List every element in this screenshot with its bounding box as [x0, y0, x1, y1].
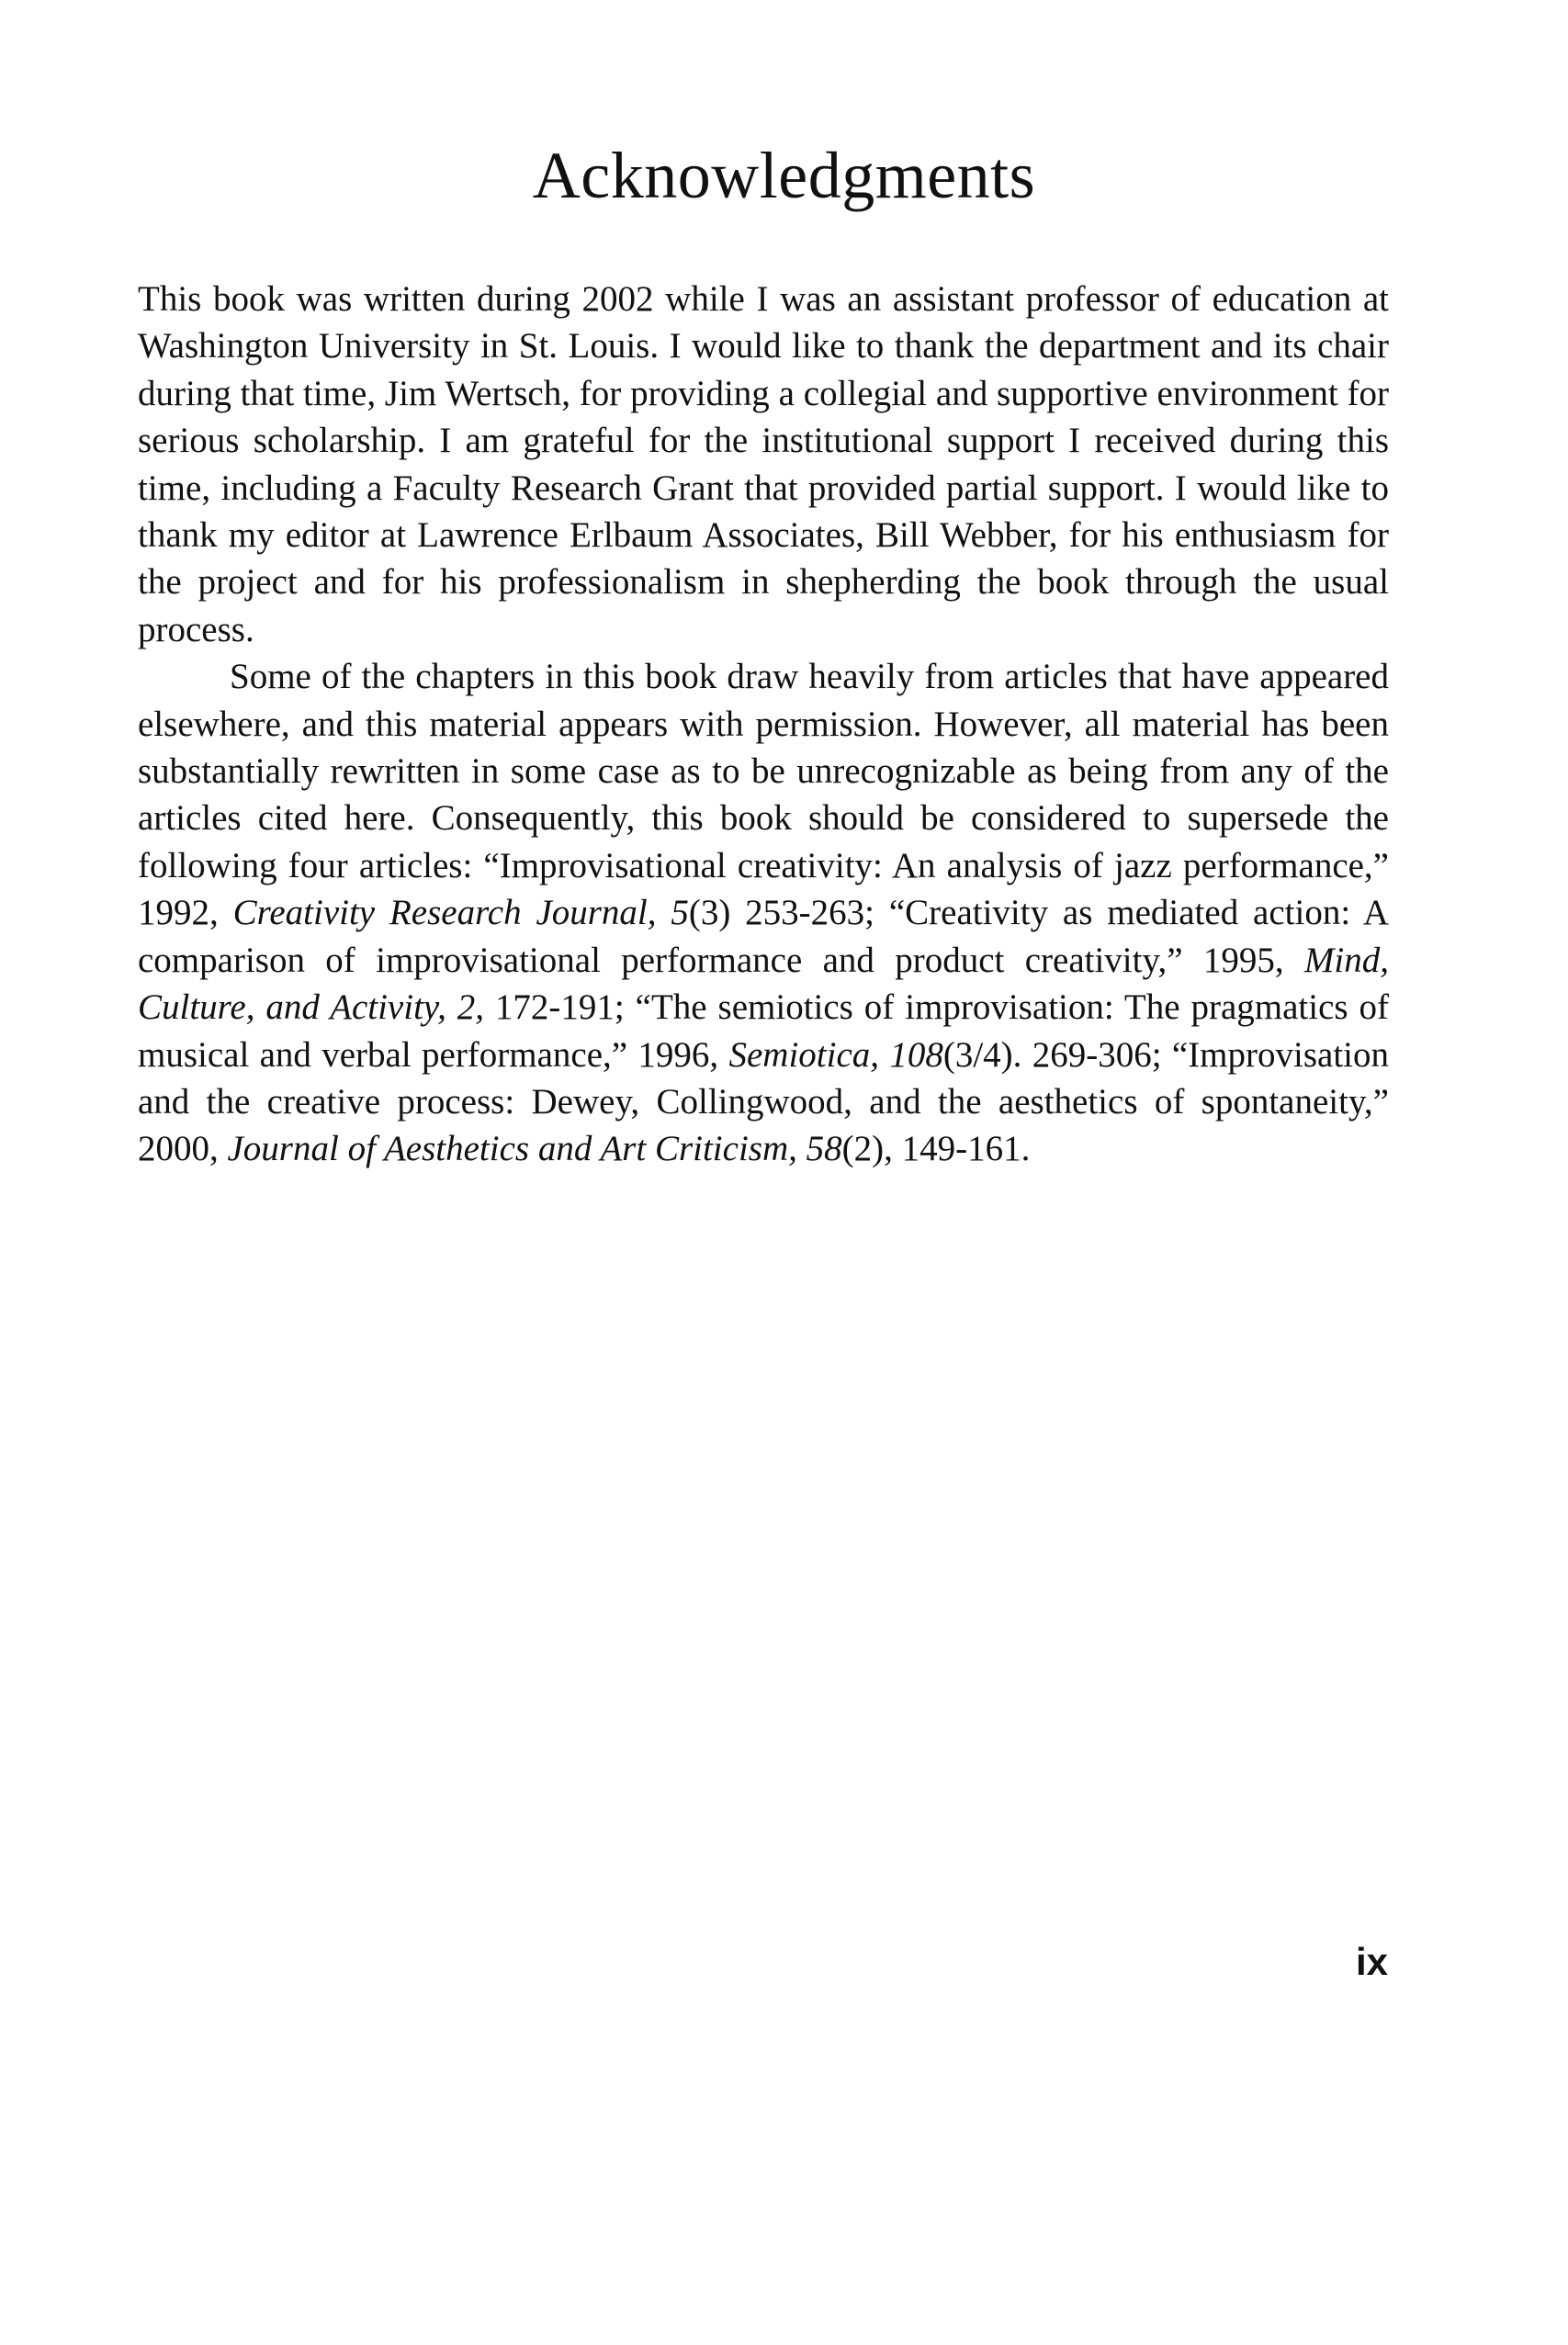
- paragraph-2-text: (2), 149-161.: [841, 1129, 1031, 1169]
- citation-journal-3: Semiotica, 108: [728, 1034, 943, 1075]
- paragraph-2-text: (3/4). 269-306; “Improvisation and the creative process: Dewey, Collingwood, and the aesthetics of spontaneity,” 2000,: [138, 1034, 1389, 1169]
- citation-journal-4: Journal of Aesthetics and Art Criticism, 58: [227, 1129, 842, 1169]
- paragraph-2: [138, 653, 1389, 1172]
- paragraph-2-text: 172-191; “The semiotics of improvisation: The pragmatics of musical and verbal performance,” 1996,: [138, 987, 1389, 1075]
- page-title: Acknowledgments: [532, 139, 1036, 212]
- acknowledgments-body: [138, 276, 1389, 1173]
- paragraph-2-text: Some of the chapters in this book draw heavily from articles that have appeared elsewhere, and this material appears with permission. However, all material has been substantially rewritten in some case as to be unrecognizable as being from any of the articles cited here. Consequently, this book should be considered to supersede the following four articles: “Improvisational creativity: An analysis of jazz performance,” 1992,: [138, 657, 1389, 933]
- page-number: ix: [1355, 1940, 1388, 1983]
- paragraph-1: This book was written during 2002 while I was an assistant professor of education at Washington University in St. Louis. I would like to thank the department and its chair during that time, Jim Wertsch, for providing a collegial and supportive environment for serious scholarship. I am grateful for the institutional support I received during this time, including a Faculty Research Grant that provided partial support. I would like to thank my editor at Lawrence Erlbaum Associates, Bill Webber, for his enthusiasm for the project and for his professionalism in shepherding the book through the usual process.: [138, 279, 1389, 649]
- citation-journal-1: Creativity Research Journal, 5: [232, 893, 689, 933]
- paragraph-2-text: (3) 253-263; “Creativity as mediated action: A comparison of improvisational performance and product creativity,” 1995,: [138, 893, 1390, 980]
- citation-journal-2: Mind, Culture, and Activity, 2,: [138, 940, 1389, 1028]
